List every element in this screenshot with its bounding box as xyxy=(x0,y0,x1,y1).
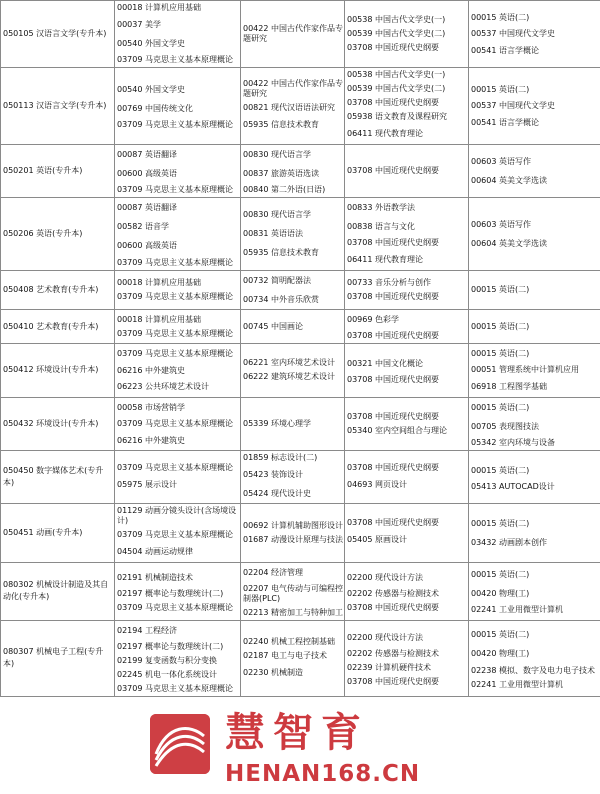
course-item: 03709 马克思主义基本原理概论 xyxy=(117,55,233,65)
course-item: 00600 高级英语 xyxy=(117,241,177,251)
course-item: 00015 英语(二) xyxy=(471,13,530,22)
course-item: 05975 展示设计 xyxy=(117,479,177,489)
course-item: 03709 马克思主义基本原理概论 xyxy=(117,684,233,694)
course-cell-c2 xyxy=(241,504,345,562)
course-cell-c4 xyxy=(469,144,600,197)
course-item: 04504 动画运动规律 xyxy=(117,547,193,557)
major-cell: 050451 动画(专升本) xyxy=(1,504,115,562)
course-cell-c1 xyxy=(115,451,241,504)
course-cell-c4 xyxy=(469,310,600,344)
course-item: 00604 英美文学选读 xyxy=(471,175,547,185)
course-item: 00838 语言与文化 xyxy=(347,222,415,232)
course-cell-c1 xyxy=(115,144,241,197)
course-item: 02191 机械制造技术 xyxy=(117,572,193,582)
course-item: 03709 马克思主义基本原理概论 xyxy=(117,185,233,195)
course-cell-c2 xyxy=(241,1,345,68)
major-cell: 050113 汉语言文学(专升本) xyxy=(1,68,115,144)
course-item: 00420 物理(工) xyxy=(471,649,530,659)
course-item: 00015 英语(二) xyxy=(471,285,530,295)
course-item: 00087 英语翻译 xyxy=(117,149,177,159)
course-item: 00015 英语(二) xyxy=(471,630,530,640)
course-cell-c4 xyxy=(469,1,600,68)
course-item: 00540 外国文学史 xyxy=(117,84,185,94)
table-row xyxy=(1,562,600,620)
course-item: 02202 传感器与检测技术 xyxy=(347,649,439,659)
course-cell-c4 xyxy=(469,562,600,620)
course-item: 03709 马克思主义基本原理概论 xyxy=(117,120,233,130)
course-cell-c2 xyxy=(241,310,345,344)
major-cell: 050201 英语(专升本) xyxy=(1,144,115,197)
course-item: 02194 工程经济 xyxy=(117,625,177,635)
course-item: 02207 电气传动与可编程控制器(PLC) xyxy=(243,583,343,603)
course-item: 03708 中国近现代史纲要 xyxy=(347,98,439,108)
course-cell-c1 xyxy=(115,344,241,397)
table-row xyxy=(1,68,600,144)
course-cell-c2 xyxy=(241,397,345,450)
course-cell-c3 xyxy=(345,198,469,271)
course-cell-c4 xyxy=(469,397,600,450)
course-item: 00603 英语写作 xyxy=(471,219,531,229)
course-cell-c1 xyxy=(115,620,241,696)
course-item: 01859 标志设计(二) xyxy=(243,453,318,463)
major-cell: 080307 机械电子工程(专升本) xyxy=(1,620,115,696)
course-item: 00969 色彩学 xyxy=(347,315,399,325)
course-item: 00015 英语(二) xyxy=(471,465,530,475)
course-cell-c1 xyxy=(115,270,241,309)
course-item: 00018 计算机应用基础 xyxy=(117,314,201,324)
course-item: 00537 中国现代文学史 xyxy=(471,29,555,39)
course-item: 03709 马克思主义基本原理概论 xyxy=(117,328,233,338)
course-cell-c3 xyxy=(345,344,469,397)
course-item: 05935 信息技术教育 xyxy=(243,120,319,130)
course-item: 00705 表现图技法 xyxy=(471,421,539,431)
course-item: 00830 现代语言学 xyxy=(243,149,311,159)
course-item: 05935 信息技术教育 xyxy=(243,248,319,258)
course-cell-c3 xyxy=(345,451,469,504)
course-item: 02241 工业用微型计算机 xyxy=(471,679,563,689)
course-item: 00745 中国画论 xyxy=(243,322,303,332)
course-cell-c1 xyxy=(115,562,241,620)
course-item: 05938 语文教育及课程研究 xyxy=(347,112,447,122)
course-item: 03709 马克思主义基本原理概论 xyxy=(117,348,233,358)
course-item: 03708 中国近现代史纲要 xyxy=(347,462,439,472)
table-row xyxy=(1,344,600,397)
course-item: 05405 原画设计 xyxy=(347,535,407,545)
course-item: 03709 马克思主义基本原理概论 xyxy=(117,602,233,612)
course-item: 02230 机械制造 xyxy=(243,667,303,677)
course-item: 05413 AUTOCAD设计 xyxy=(471,481,555,491)
course-cell-c4 xyxy=(469,620,600,696)
course-cell-c1 xyxy=(115,198,241,271)
course-cell-c3 xyxy=(345,504,469,562)
major-cell: 050450 数字媒体艺术(专升本) xyxy=(1,451,115,504)
course-cell-c3 xyxy=(345,310,469,344)
course-item: 05339 环境心理学 xyxy=(243,419,311,429)
course-item: 03709 马克思主义基本原理概论 xyxy=(117,418,233,428)
schedule-body xyxy=(1,1,600,697)
course-item: 02197 概率论与数理统计(二) xyxy=(117,642,224,652)
course-item: 00733 音乐分析与创作 xyxy=(347,277,431,287)
course-item: 02245 机电一体化系统设计 xyxy=(117,670,217,680)
course-item: 00600 高级英语 xyxy=(117,168,177,178)
course-item: 00541 语言学概论 xyxy=(471,46,539,56)
course-cell-c2 xyxy=(241,270,345,309)
course-item: 03709 马克思主义基本原理概论 xyxy=(117,462,233,472)
course-item: 00087 英语翻译 xyxy=(117,203,177,213)
table-row xyxy=(1,620,600,696)
course-item: 00732 简明配器法 xyxy=(243,275,311,285)
course-cell-c3 xyxy=(345,620,469,696)
course-item: 00692 计算机辅助图形设计 xyxy=(243,521,343,531)
course-item: 02239 计算机硬件技术 xyxy=(347,663,431,673)
course-item: 00537 中国现代文学史 xyxy=(471,101,555,110)
course-item: 00051 管理系统中计算机应用 xyxy=(471,365,579,375)
course-cell-c2 xyxy=(241,198,345,271)
course-item: 03709 马克思主义基本原理概论 xyxy=(117,257,233,267)
course-item: 05424 现代设计史 xyxy=(243,489,311,499)
course-item: 00015 英语(二) xyxy=(471,349,530,359)
course-item: 03708 中国近现代史纲要 xyxy=(347,518,439,528)
brand-logo-icon xyxy=(150,714,210,774)
major-cell: 080302 机械设计制造及其自动化(专升本) xyxy=(1,562,115,620)
course-item: 00018 计算机应用基础 xyxy=(117,3,201,12)
course-item: 04693 网页设计 xyxy=(347,479,407,489)
course-item: 05423 装饰设计 xyxy=(243,470,303,480)
course-item: 00015 英语(二) xyxy=(471,570,530,580)
table-row xyxy=(1,504,600,562)
course-item: 03708 中国近现代史纲要 xyxy=(347,375,439,385)
course-item: 00582 语音学 xyxy=(117,222,169,232)
course-cell-c4 xyxy=(469,68,600,144)
course-cell-c4 xyxy=(469,270,600,309)
course-item: 03708 中国近现代史纲要 xyxy=(347,238,439,248)
course-cell-c1 xyxy=(115,504,241,562)
course-cell-c1 xyxy=(115,397,241,450)
course-item: 00821 现代汉语语法研究 xyxy=(243,103,335,113)
course-cell-c4 xyxy=(469,504,600,562)
course-cell-c1 xyxy=(115,1,241,68)
course-item: 02197 概率论与数理统计(二) xyxy=(117,588,224,598)
table-row xyxy=(1,144,600,197)
course-cell-c2 xyxy=(241,144,345,197)
course-item: 03708 中国近现代史纲要 xyxy=(347,677,439,687)
course-item: 00539 中国古代文学史(二) xyxy=(347,84,446,94)
course-item: 00604 英美文学选读 xyxy=(471,238,547,248)
watermark-brand: 慧智育 xyxy=(225,710,369,756)
course-item: 03708 中国近现代史纲要 xyxy=(347,165,439,175)
course-cell-c1 xyxy=(115,68,241,144)
major-cell: 050105 汉语言文学(专升本) xyxy=(1,1,115,68)
course-cell-c2 xyxy=(241,344,345,397)
course-cell-c3 xyxy=(345,1,469,68)
course-item: 02238 模拟、数字及电力电子技术 xyxy=(471,665,595,675)
course-item: 06223 公共环境艺术设计 xyxy=(117,382,209,392)
course-item: 00321 中国文化概论 xyxy=(347,358,423,368)
course-item: 00422 中国古代作家作品专题研究 xyxy=(243,24,343,44)
course-item: 06216 中外建筑史 xyxy=(117,365,185,375)
course-item: 00018 计算机应用基础 xyxy=(117,277,201,287)
course-item: 02204 经济管理 xyxy=(243,567,303,577)
course-cell-c2 xyxy=(241,620,345,696)
course-cell-c4 xyxy=(469,344,600,397)
table-row xyxy=(1,1,600,68)
course-item: 06411 现代教育理论 xyxy=(347,129,423,139)
course-item: 00837 旅游英语选读 xyxy=(243,168,319,178)
course-item: 06216 中外建筑史 xyxy=(117,435,185,445)
course-item: 00015 英语(二) xyxy=(471,518,530,528)
course-item: 05342 室内环境与设备 xyxy=(471,438,555,448)
course-cell-c4 xyxy=(469,451,600,504)
course-item: 00058 市场营销学 xyxy=(117,402,185,412)
course-item: 00420 物理(工) xyxy=(471,589,530,599)
course-item: 03708 中国近现代史纲要 xyxy=(347,43,439,53)
course-cell-c3 xyxy=(345,270,469,309)
course-item: 00830 现代语言学 xyxy=(243,210,311,220)
course-item: 00769 中国传统文化 xyxy=(117,104,193,113)
course-cell-c2 xyxy=(241,562,345,620)
course-item: 00539 中国古代文学史(二) xyxy=(347,29,446,39)
course-item: 00037 美学 xyxy=(117,20,161,29)
course-item: 00015 英语(二) xyxy=(471,322,530,332)
course-item: 05340 室内空间组合与理论 xyxy=(347,425,447,435)
course-item: 02200 现代设计方法 xyxy=(347,632,423,642)
course-item: 00541 语言学概论 xyxy=(471,118,539,127)
course-item: 00603 英语写作 xyxy=(471,156,531,166)
course-item: 00734 中外音乐欣赏 xyxy=(243,294,319,304)
course-item: 03708 中国近现代史纲要 xyxy=(347,331,439,341)
course-item: 03708 中国近现代史纲要 xyxy=(347,602,439,612)
course-item: 03708 中国近现代史纲要 xyxy=(347,411,439,421)
course-cell-c3 xyxy=(345,144,469,197)
course-item: 06411 现代教育理论 xyxy=(347,255,423,265)
course-item: 02200 现代设计方法 xyxy=(347,572,423,582)
course-item: 00833 外语教学法 xyxy=(347,203,415,213)
course-item: 06222 建筑环境艺术设计 xyxy=(243,372,335,382)
course-item: 03708 中国近现代史纲要 xyxy=(347,291,439,301)
course-item: 00540 外国文学史 xyxy=(117,39,185,49)
course-item: 00015 英语(二) xyxy=(471,402,530,412)
major-cell: 050412 环境设计(专升本) xyxy=(1,344,115,397)
course-item: 00538 中国古代文学史(一) xyxy=(347,70,446,80)
course-item: 01129 动画分镜头设计(含场境设计) xyxy=(117,506,237,526)
major-cell: 050410 艺术教育(专升本) xyxy=(1,310,115,344)
course-item: 01687 动漫设计原理与技法 xyxy=(243,535,343,545)
course-cell-c3 xyxy=(345,397,469,450)
course-cell-c3 xyxy=(345,562,469,620)
course-item: 03709 马克思主义基本原理概论 xyxy=(117,291,233,301)
course-item: 02213 精密加工与特种加工 xyxy=(243,607,343,617)
table-row xyxy=(1,397,600,450)
course-cell-c2 xyxy=(241,68,345,144)
course-item: 02240 机械工程控制基础 xyxy=(243,636,335,646)
course-item: 00538 中国古代文学史(一) xyxy=(347,15,446,25)
major-cell: 050432 环境设计(专升本) xyxy=(1,397,115,450)
major-cell: 050408 艺术教育(专升本) xyxy=(1,270,115,309)
course-item: 00831 英语语法 xyxy=(243,229,303,239)
course-cell-c4 xyxy=(469,198,600,271)
course-cell-c3 xyxy=(345,68,469,144)
course-item: 02202 传感器与检测技术 xyxy=(347,588,439,598)
course-item: 06918 工程图学基础 xyxy=(471,382,547,392)
watermark-url: HENAN168.CN xyxy=(225,761,421,787)
table-row xyxy=(1,451,600,504)
course-cell-c1 xyxy=(115,310,241,344)
course-item: 03709 马克思主义基本原理概论 xyxy=(117,530,233,540)
table-row xyxy=(1,310,600,344)
course-item: 00840 第二外语(日语) xyxy=(243,185,326,195)
table-row xyxy=(1,270,600,309)
course-item: 00422 中国古代作家作品专题研究 xyxy=(243,79,343,99)
watermark xyxy=(150,708,460,794)
course-item: 02241 工业用微型计算机 xyxy=(471,605,563,615)
course-item: 02199 复变函数与积分变换 xyxy=(117,656,217,666)
major-cell: 050206 英语(专升本) xyxy=(1,198,115,271)
course-cell-c2 xyxy=(241,451,345,504)
course-item: 06221 室内环境艺术设计 xyxy=(243,358,335,368)
course-item: 03432 动画剧本创作 xyxy=(471,538,547,548)
table-row xyxy=(1,198,600,271)
course-item: 00015 英语(二) xyxy=(471,84,530,94)
course-item: 02187 电工与电子技术 xyxy=(243,650,327,660)
